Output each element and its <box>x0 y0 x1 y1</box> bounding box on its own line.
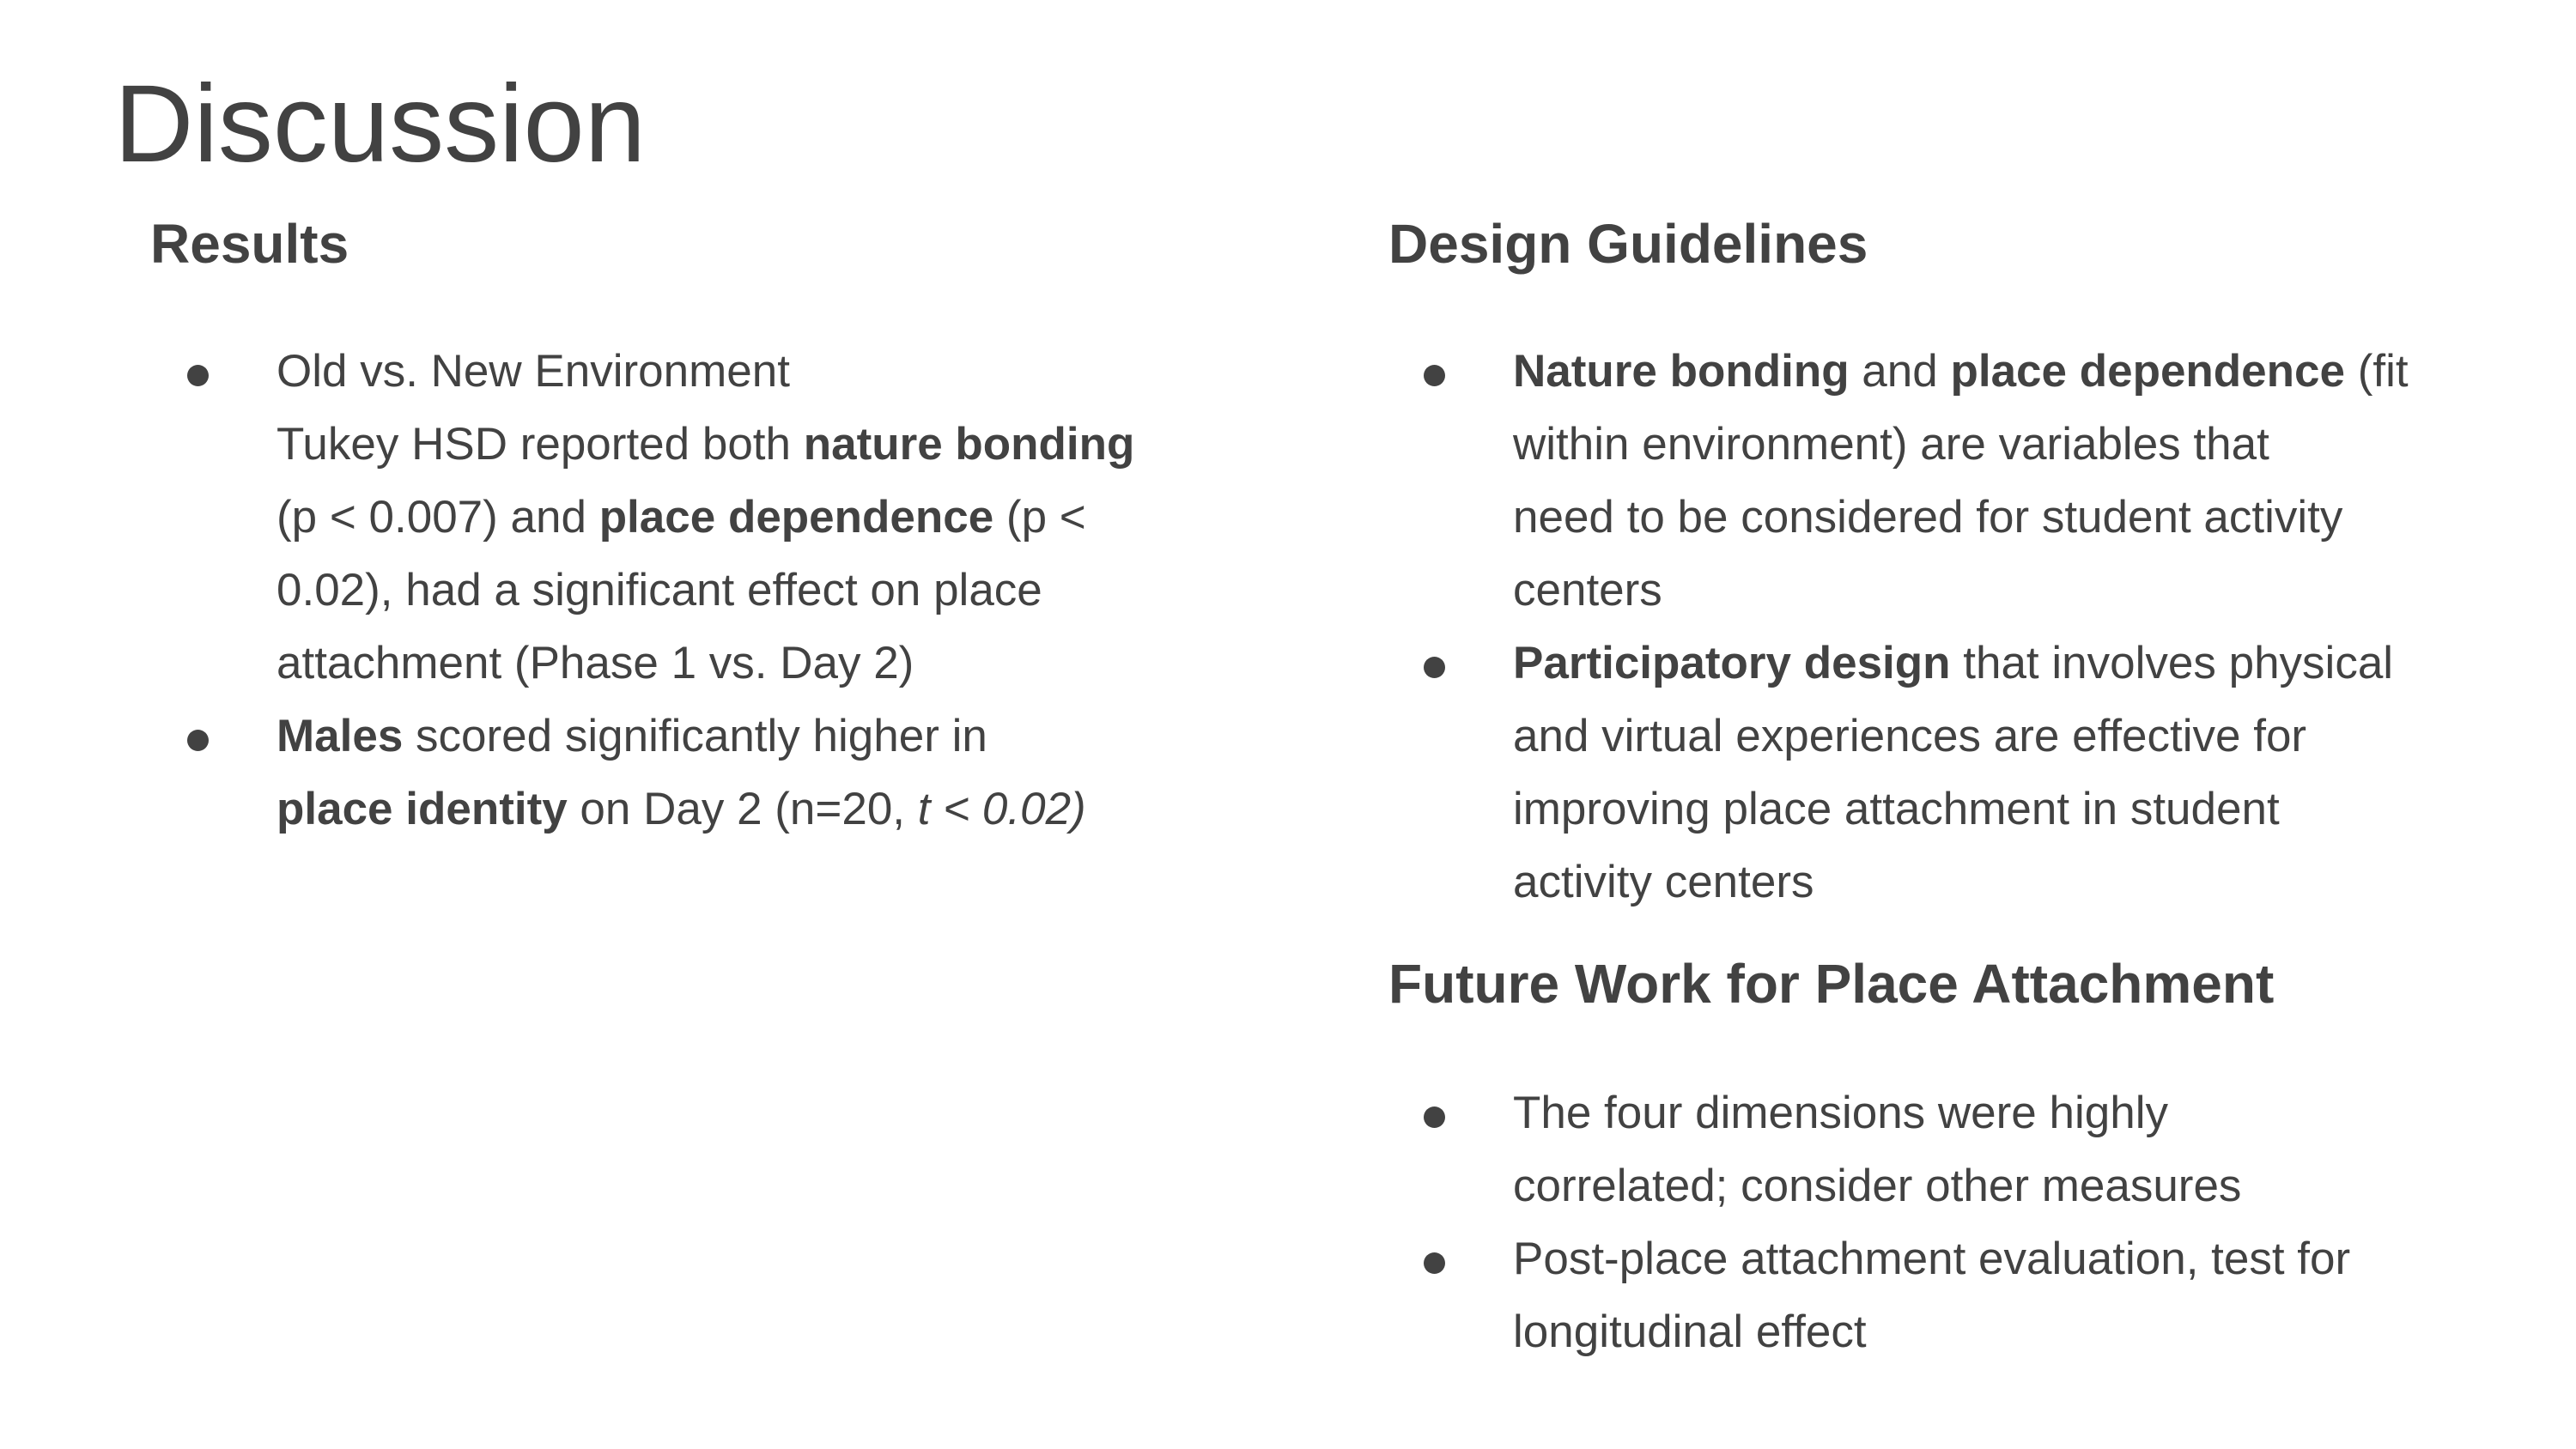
list-item <box>1513 335 2409 627</box>
text-run: (p < 0.007) and <box>276 492 599 543</box>
text-run: within environment) are variables that <box>1513 419 2269 470</box>
text-run: Old vs. New Environment <box>276 346 790 397</box>
list-item <box>1513 627 2409 919</box>
text-run: Tukey HSD reported both <box>276 419 804 470</box>
text-run: correlated; consider other measures <box>1513 1161 2242 1211</box>
list-item <box>276 335 1134 700</box>
text-line <box>276 408 1134 481</box>
bullet-icon <box>1424 365 1445 386</box>
text-line <box>276 700 1134 773</box>
text-line <box>1513 1076 2350 1149</box>
text-run: Nature bonding <box>1513 346 1850 397</box>
text-run: longitudinal effect <box>1513 1307 1867 1357</box>
bullet-icon <box>1424 657 1445 678</box>
text-line <box>1513 335 2409 408</box>
text-line <box>1513 1149 2350 1222</box>
text-line <box>1513 846 2409 919</box>
text-line <box>1513 408 2409 481</box>
bullet-icon <box>187 365 209 386</box>
text-run: scored significantly higher in <box>403 711 987 761</box>
text-run: activity centers <box>1513 857 1814 907</box>
text-line <box>276 554 1134 627</box>
list-item <box>1513 1076 2350 1222</box>
text-run: on Day 2 (n=20, <box>567 784 918 834</box>
text-line <box>1513 481 2409 554</box>
text-run: (p < <box>993 492 1086 543</box>
bullet-icon <box>1424 1252 1445 1274</box>
text-run: that involves physical <box>1950 638 2394 688</box>
design-guidelines-heading: Design Guidelines <box>1388 213 1868 275</box>
text-line <box>276 627 1134 700</box>
text-run: need to be considered for student activity <box>1513 492 2343 543</box>
text-run: Males <box>276 711 404 761</box>
text-run: Participatory design <box>1513 638 1951 688</box>
results-heading: Results <box>150 213 349 275</box>
future-work-heading: Future Work for Place Attachment <box>1388 953 2275 1015</box>
slide-title: Discussion <box>114 63 646 185</box>
text-line <box>1513 773 2409 846</box>
text-line <box>1513 1295 2350 1368</box>
text-run: 0.02), had a significant effect on place <box>276 565 1042 615</box>
text-line <box>276 481 1134 554</box>
text-run: centers <box>1513 565 1662 615</box>
future-work-list <box>1513 1076 2350 1368</box>
text-run: and virtual experiences are effective for <box>1513 711 2307 761</box>
text-line <box>1513 1222 2350 1295</box>
text-line <box>1513 700 2409 773</box>
text-line <box>276 773 1134 846</box>
text-line <box>1513 554 2409 627</box>
list-item <box>276 700 1134 846</box>
text-run: place dependence <box>598 492 994 543</box>
text-run: nature bonding <box>803 419 1135 470</box>
list-item <box>1513 1222 2350 1368</box>
text-run: t < 0.02) <box>917 784 1086 834</box>
text-run: attachment (Phase 1 vs. Day 2) <box>276 638 914 688</box>
text-run: Post-place attachment evaluation, test for <box>1513 1234 2351 1284</box>
text-line <box>1513 627 2409 700</box>
text-run: (fit <box>2344 346 2409 397</box>
results-list <box>276 335 1134 846</box>
text-run: place identity <box>276 784 568 834</box>
text-run: place dependence <box>1950 346 2345 397</box>
text-run: improving place attachment in student <box>1513 784 2280 834</box>
text-run: and <box>1849 346 1951 397</box>
text-run: The four dimensions were highly <box>1513 1088 2168 1138</box>
bullet-icon <box>187 730 209 751</box>
text-line <box>276 335 1134 408</box>
bullet-icon <box>1424 1106 1445 1128</box>
design-guidelines-list <box>1513 335 2409 919</box>
